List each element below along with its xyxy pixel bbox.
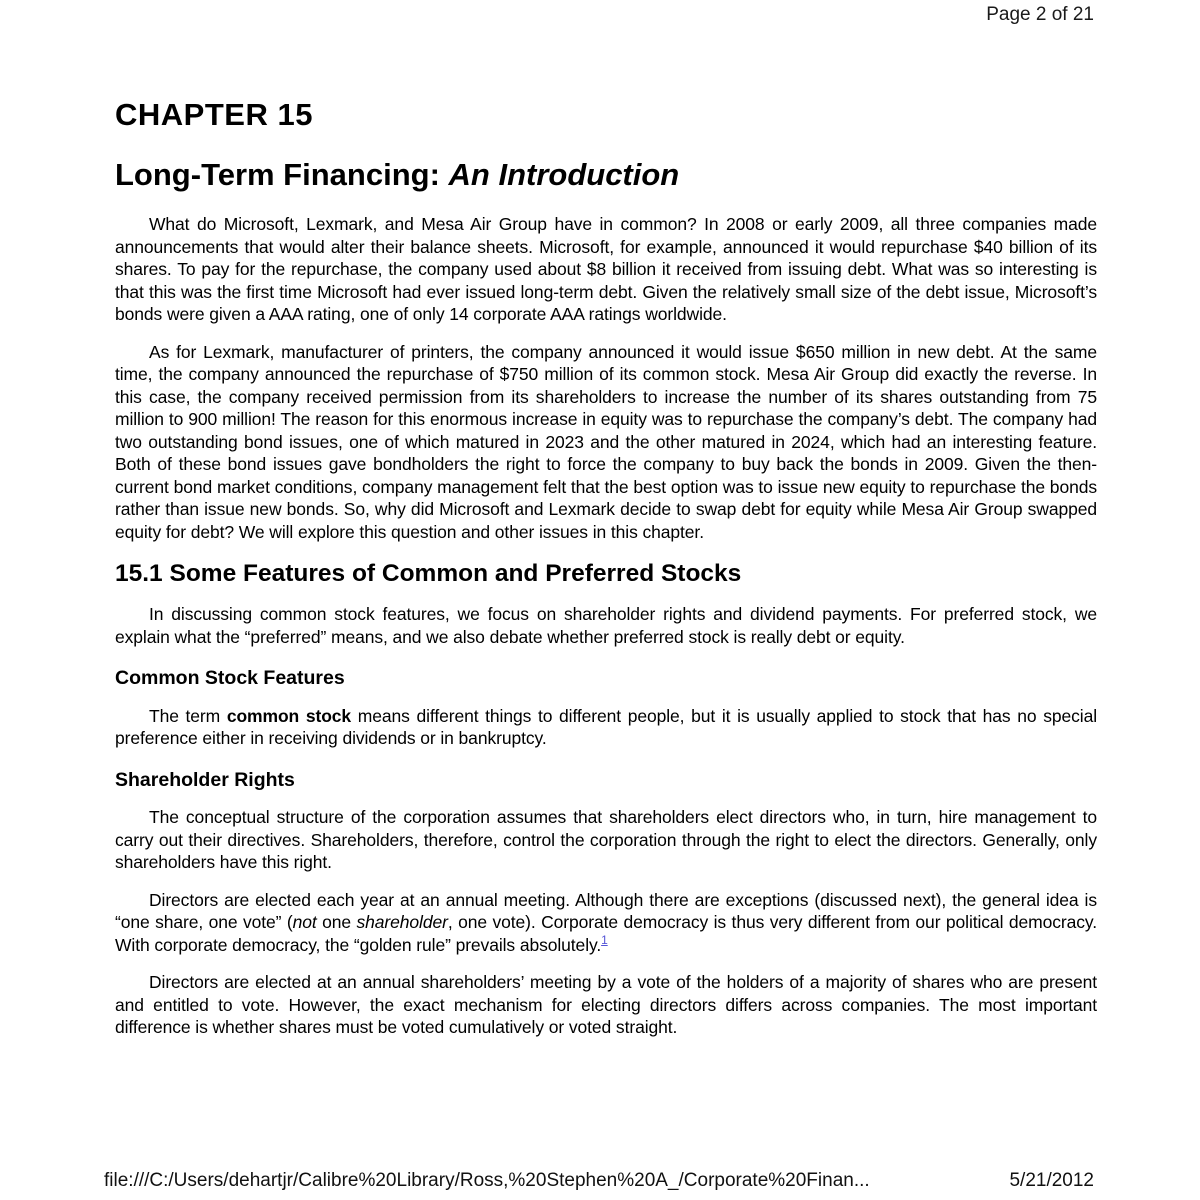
- section-intro-paragraph: In discussing common stock features, we focus on shareholder rights and dividend payments. For preferred stock, we explain what the “preferred” means, and we also debate whether preferred stock is really debt or equity.: [115, 604, 1097, 647]
- page-number-label: Page 2 of 21: [986, 4, 1094, 25]
- common-stock-paragraph: [115, 705, 1097, 750]
- italic-term-shareholder: shareholder: [356, 912, 448, 933]
- chapter-title-main: Long-Term Financing:: [115, 157, 449, 193]
- shareholder-rights-paragraph-1: The conceptual structure of the corporation assumes that shareholders elect directors who, in turn, hire management to carry out their directives. Shareholders, therefore, control the corporation through the right to elect the directors. Generally, only shareholders have this right.: [115, 807, 1097, 873]
- page-header: [986, 4, 1094, 26]
- text-run: means different things to different people, but it is usually applied to stock that has no special preference either in receiving dividends or in bankruptcy.: [115, 705, 1097, 749]
- shareholder-rights-paragraph-2: [115, 889, 1097, 957]
- footnote-1-link[interactable]: 1: [601, 932, 608, 947]
- text-run: Directors are elected each year at an annual meeting. Although there are exceptions (discussed next), the general idea is “one share, one vote” (: [115, 889, 1097, 933]
- text-run: The term: [149, 705, 227, 726]
- page-footer: [104, 1170, 1094, 1192]
- text-run: one: [316, 912, 357, 933]
- file-path-label: file:///C:/Users/dehartjr/Calibre%20Library/Ross,%20Stephen%20A_/Corporate%20Finan...: [104, 1170, 870, 1191]
- subheading-common-stock-features: Common Stock Features: [115, 667, 345, 690]
- footnote-superscript: [601, 933, 608, 947]
- intro-paragraph-1: What do Microsoft, Lexmark, and Mesa Air Group have in common? In 2008 or early 2009, all three companies made announcements that would alter their balance sheets. Microsoft, for example, announced it would repurchase $40 billion of its shares. To pay for the repurchase, the company used about $8 billion it received from issuing debt. What was so interesting is that this was the first time Microsoft had ever issued long-term debt. Given the relatively small size of the debt issue, Microsoft’s bonds were given a AAA rating, one of only 14 corporate AAA ratings worldwide.: [115, 214, 1097, 325]
- chapter-title: [115, 158, 1097, 192]
- section-heading-15-1: 15.1 Some Features of Common and Preferred Stocks: [115, 560, 742, 588]
- italic-term-not: not: [292, 912, 317, 933]
- chapter-title-subtitle: An Introduction: [448, 157, 680, 193]
- shareholder-rights-paragraph-3: Directors are elected at an annual shareholders’ meeting by a vote of the holders of a majority of shares who are present and entitled to vote. However, the exact mechanism for electing directors differs across companies. The most important difference is whether shares must be voted cumulatively or voted straight.: [115, 972, 1097, 1038]
- text-run: , one vote). Corporate democracy is thus very different from our political democracy. With corporate democracy, the “golden rule” prevails absolutely.: [115, 912, 1097, 955]
- bold-term-common-stock: common stock: [226, 705, 352, 726]
- subheading-shareholder-rights: Shareholder Rights: [115, 768, 295, 791]
- print-date-label: 5/21/2012: [1009, 1170, 1094, 1191]
- intro-paragraph-2: As for Lexmark, manufacturer of printers, the company announced it would issue $650 million in new debt. At the same time, the company announced the repurchase of $750 million of its common stock. Mesa Air Group did exactly the reverse. In this case, the company received permission from its shareholders to increase the number of its shares outstanding from 75 million to 900 million! The reason for this enormous increase in equity was to repurchase the company’s debt. The company had two outstanding bond issues, one of which matured in 2023 and the other matured in 2024, which had an interesting feature. Both of these bond issues gave bondholders the right to force the company to buy back the bonds in 2009. Given the then-current bond market conditions, company management felt that the best option was to issue new equity to repurchase the bonds rather than issue new bonds. So, why did Microsoft and Lexmark decide to swap debt for equity while Mesa Air Group swapped equity for debt? We will explore this question and other issues in this chapter.: [115, 341, 1097, 542]
- chapter-kicker: CHAPTER 15: [115, 97, 313, 132]
